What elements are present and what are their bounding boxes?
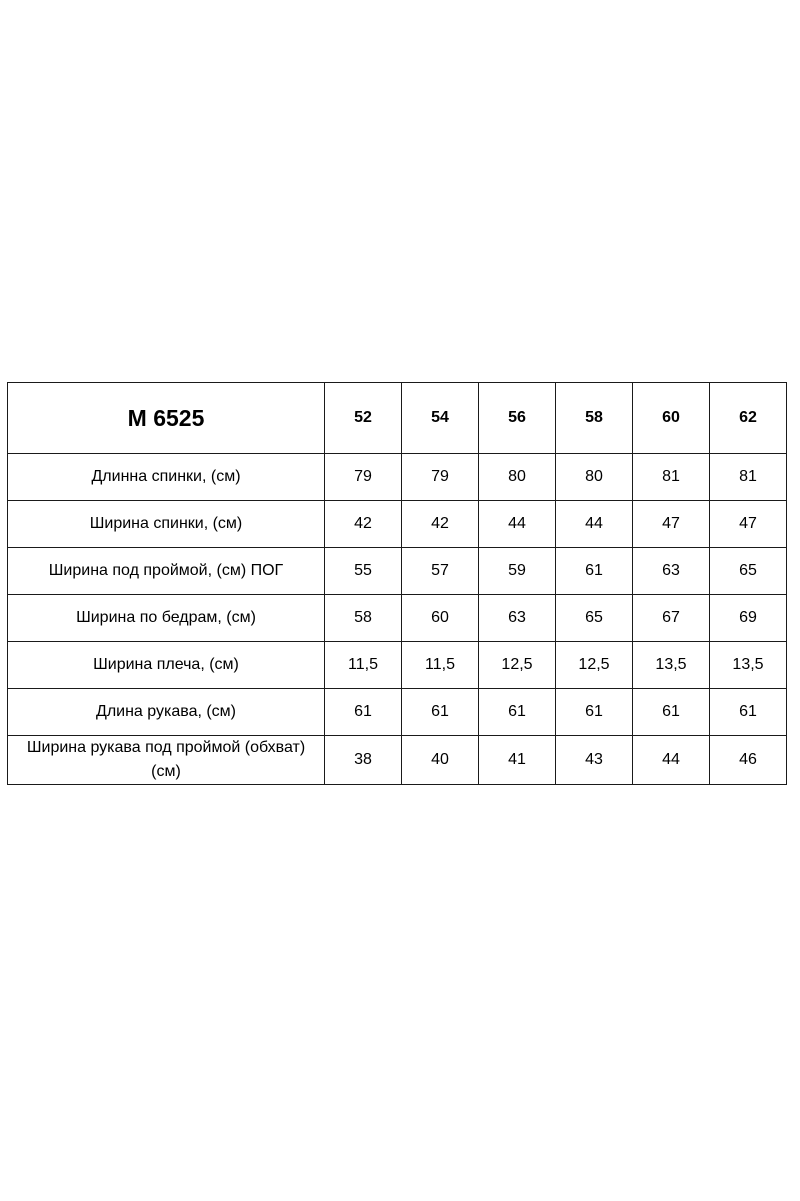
table-cell: 11,5 — [402, 642, 479, 689]
table-cell: 65 — [556, 595, 633, 642]
table-cell: 58 — [325, 595, 402, 642]
table-cell: 81 — [633, 454, 710, 501]
table-row — [8, 548, 787, 595]
row-label: Ширина по бедрам, (см) — [8, 595, 325, 642]
table-cell: 12,5 — [479, 642, 556, 689]
table-cell: 65 — [710, 548, 787, 595]
table-row — [8, 501, 787, 548]
table-cell: 59 — [479, 548, 556, 595]
table-cell: 57 — [402, 548, 479, 595]
table-cell: 80 — [479, 454, 556, 501]
table-cell: 42 — [402, 501, 479, 548]
table-cell: 61 — [402, 689, 479, 736]
table-cell: 61 — [710, 689, 787, 736]
size-header: 62 — [710, 383, 787, 454]
table-cell: 44 — [479, 501, 556, 548]
table-cell: 61 — [556, 548, 633, 595]
table-cell: 13,5 — [710, 642, 787, 689]
table-cell: 38 — [325, 736, 402, 785]
table-cell: 55 — [325, 548, 402, 595]
table-row — [8, 454, 787, 501]
table-cell: 63 — [479, 595, 556, 642]
size-chart-table — [7, 382, 787, 785]
row-label: Ширина рукава под проймой (обхват) (см) — [8, 736, 325, 785]
model-number: M 6525 — [8, 383, 325, 454]
table-cell: 61 — [556, 689, 633, 736]
row-label: Ширина спинки, (см) — [8, 501, 325, 548]
table-cell: 80 — [556, 454, 633, 501]
table-cell: 69 — [710, 595, 787, 642]
table-cell: 41 — [479, 736, 556, 785]
row-label: Длинна спинки, (см) — [8, 454, 325, 501]
table-cell: 13,5 — [633, 642, 710, 689]
table-cell: 61 — [479, 689, 556, 736]
table-cell: 81 — [710, 454, 787, 501]
size-header: 58 — [556, 383, 633, 454]
row-label: Ширина плеча, (см) — [8, 642, 325, 689]
size-header: 60 — [633, 383, 710, 454]
table-cell: 79 — [325, 454, 402, 501]
size-header: 52 — [325, 383, 402, 454]
size-header: 54 — [402, 383, 479, 454]
table-cell: 42 — [325, 501, 402, 548]
table-cell: 63 — [633, 548, 710, 595]
table-cell: 61 — [633, 689, 710, 736]
table-cell: 11,5 — [325, 642, 402, 689]
table-row — [8, 736, 787, 785]
table-cell: 60 — [402, 595, 479, 642]
table-cell: 47 — [633, 501, 710, 548]
table-row — [8, 689, 787, 736]
table-row — [8, 595, 787, 642]
table-cell: 47 — [710, 501, 787, 548]
table-cell: 12,5 — [556, 642, 633, 689]
row-label: Ширина под проймой, (см) ПОГ — [8, 548, 325, 595]
table-cell: 44 — [633, 736, 710, 785]
table-cell: 46 — [710, 736, 787, 785]
table-cell: 61 — [325, 689, 402, 736]
header-row — [8, 383, 787, 454]
size-header: 56 — [479, 383, 556, 454]
table-cell: 40 — [402, 736, 479, 785]
row-label: Длина рукава, (см) — [8, 689, 325, 736]
table-row — [8, 642, 787, 689]
table-cell: 43 — [556, 736, 633, 785]
table-cell: 79 — [402, 454, 479, 501]
table-cell: 67 — [633, 595, 710, 642]
table-cell: 44 — [556, 501, 633, 548]
